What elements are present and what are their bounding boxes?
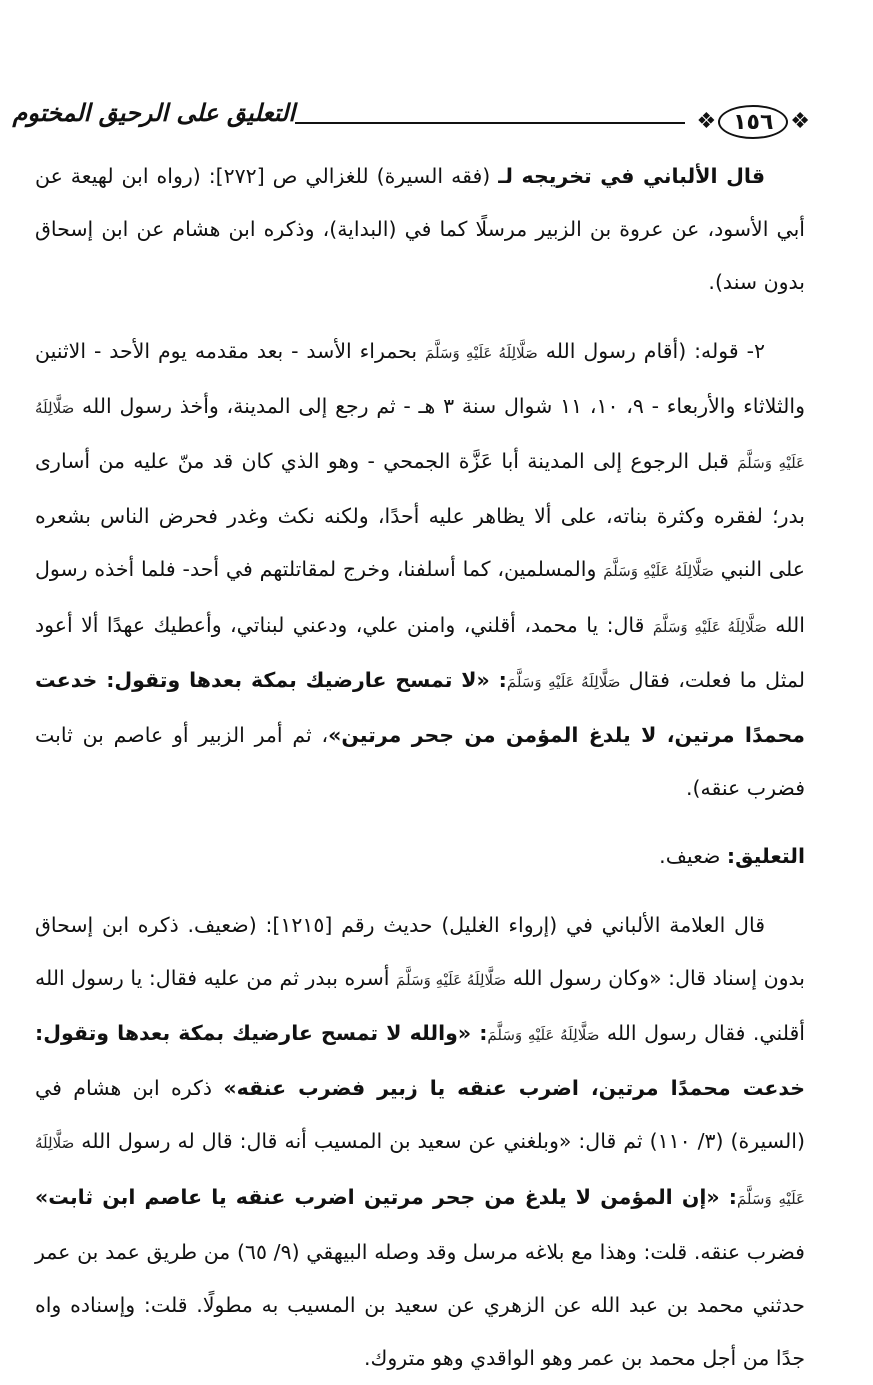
irwa-paragraph	[35, 899, 805, 1385]
paragraph-text: ٢- قوله: (أقام رسول الله	[545, 338, 765, 363]
salutation-glyph: صَلَّالِلَهُ عَلَيْهِ وَسَلَّمَ	[35, 398, 805, 473]
albani-takhrij-paragraph	[35, 150, 805, 310]
quote-paragraph	[35, 325, 805, 816]
salutation-glyph: صَلَّالِلَهُ عَلَيْهِ وَسَلَّمَ	[396, 970, 507, 989]
comment-line	[35, 830, 805, 883]
book-title: التعليق على الرحيق المختوم	[12, 98, 295, 127]
paragraph-text: قال العلامة الألباني في (إرواء الغليل) حديث رقم [١٢١٥]: (ضعيف. ذكره ابن إسحاق بدون إسناد قال: «وكان رسول الله	[35, 912, 805, 990]
salutation-glyph: صَلَّالِلَهُ عَلَيْهِ وَسَلَّمَ	[603, 562, 714, 581]
paragraph-text: قال: يا محمد، أقلني، وامنن علي، ودعني لبناتي، وأعطيك عهدًا ألا أعود لمثل ما فعلت، فقال	[35, 612, 805, 692]
page-number-badge	[697, 102, 810, 142]
ornament-icon: ❖	[696, 109, 717, 134]
paragraph-text: (فقه السيرة) للغزالي ص [٢٧٢]: (رواه ابن لهيعة عن أبي الأسود، عن عروة بن الزبير مرسلًا كما في (البداية)، وذكره ابن هشام عن ابن إسحاق بدون سند).	[35, 164, 805, 295]
page-header	[12, 98, 810, 156]
hadith-quote: : «والله لا تمسح عارضيك بمكة بعدها وتقول: خدعت محمدًا مرتين، اضرب عنقه يا زبير فضرب عنقه»	[35, 1021, 806, 1101]
salutation-glyph: صَلَّالِلَهُ عَلَيْهِ وَسَلَّمَ	[506, 672, 621, 691]
paragraph-text: بحمراء الأسد - بعد مقدمه يوم الأحد - الاثنين والثلاثاء والأربعاء - ٩، ١٠، ١١ شوال سنة ٣ هـ - ثم رجع إلى المدينة، وأخذ رسول الله	[35, 338, 805, 418]
header-rule	[295, 122, 685, 124]
salutation-glyph: صَلَّالِلَهُ عَلَيْهِ وَسَلَّمَ	[652, 617, 767, 636]
paragraph-text: ، ثم أمر الزبير أو عاصم بن ثابت فضرب عنقه).	[35, 723, 805, 801]
paragraph-text: ذكره ابن هشام في (السيرة) (٣/ ١١٠) ثم قال: «وبلغني عن سعيد بن المسيب أنه قال: قال له رسول الله	[35, 1076, 805, 1154]
hadith-quote: : «إن المؤمن لا يلدغ من جحر مرتين اضرب عنقه يا عاصم ابن ثابت»	[35, 1184, 737, 1209]
comment-label: التعليق:	[726, 844, 805, 869]
paragraph-text: فضرب عنقه. قلت: وهذا مع بلاغه مرسل وقد وصله البيهقي (٩/ ٦٥) من طريق عمد بن عمر حدثني محمد بن عبد الله عن الزهري عن سعيد بن المسيب به مطولًا. قلت: وإسناده واه جدًا من أجل محمد بن عمر وهو الواقدي وهو متروك.	[35, 1239, 805, 1371]
paragraph-text: والمسلمين، كما أسلفنا، وخرج لمقاتلتهم في أحد- فلما أخذه رسول الله	[35, 557, 805, 637]
hadith-quote: : «لا تمسح عارضيك بمكة بعدها وتقول: خدعت محمدًا مرتين، لا يلدغ المؤمن من جحر مرتين»	[35, 667, 805, 748]
ornament-icon: ❖	[790, 109, 810, 134]
paragraph-text: أسره ببدر ثم من عليه فقال: يا رسول الله أقلني. فقال رسول الله	[35, 965, 805, 1046]
albani-label: قال الألباني في تخريجه لـ	[498, 164, 766, 188]
salutation-glyph: صَلَّالِلَهُ عَلَيْهِ وَسَلَّمَ	[35, 1134, 805, 1208]
salutation-glyph: صَلَّالِلَهُ عَلَيْهِ وَسَلَّمَ	[424, 343, 538, 362]
page-body	[35, 150, 805, 1385]
paragraph-text: قبل الرجوع إلى المدينة أبا عَزَّة الجمحي - وهو الذي كان قد منّ عليه من أسارى بدر؛ لفقره وكثرة بناته، على ألا يظاهر عليه أحدًا، ولكنه نكث وغدر فحرض الناس بشعره على النبي	[35, 449, 805, 582]
comment-value: ضعيف.	[659, 844, 727, 869]
salutation-glyph: صَلَّالِلَهُ عَلَيْهِ وَسَلَّمَ	[487, 1026, 600, 1045]
page-number: ١٥٦	[718, 105, 788, 139]
